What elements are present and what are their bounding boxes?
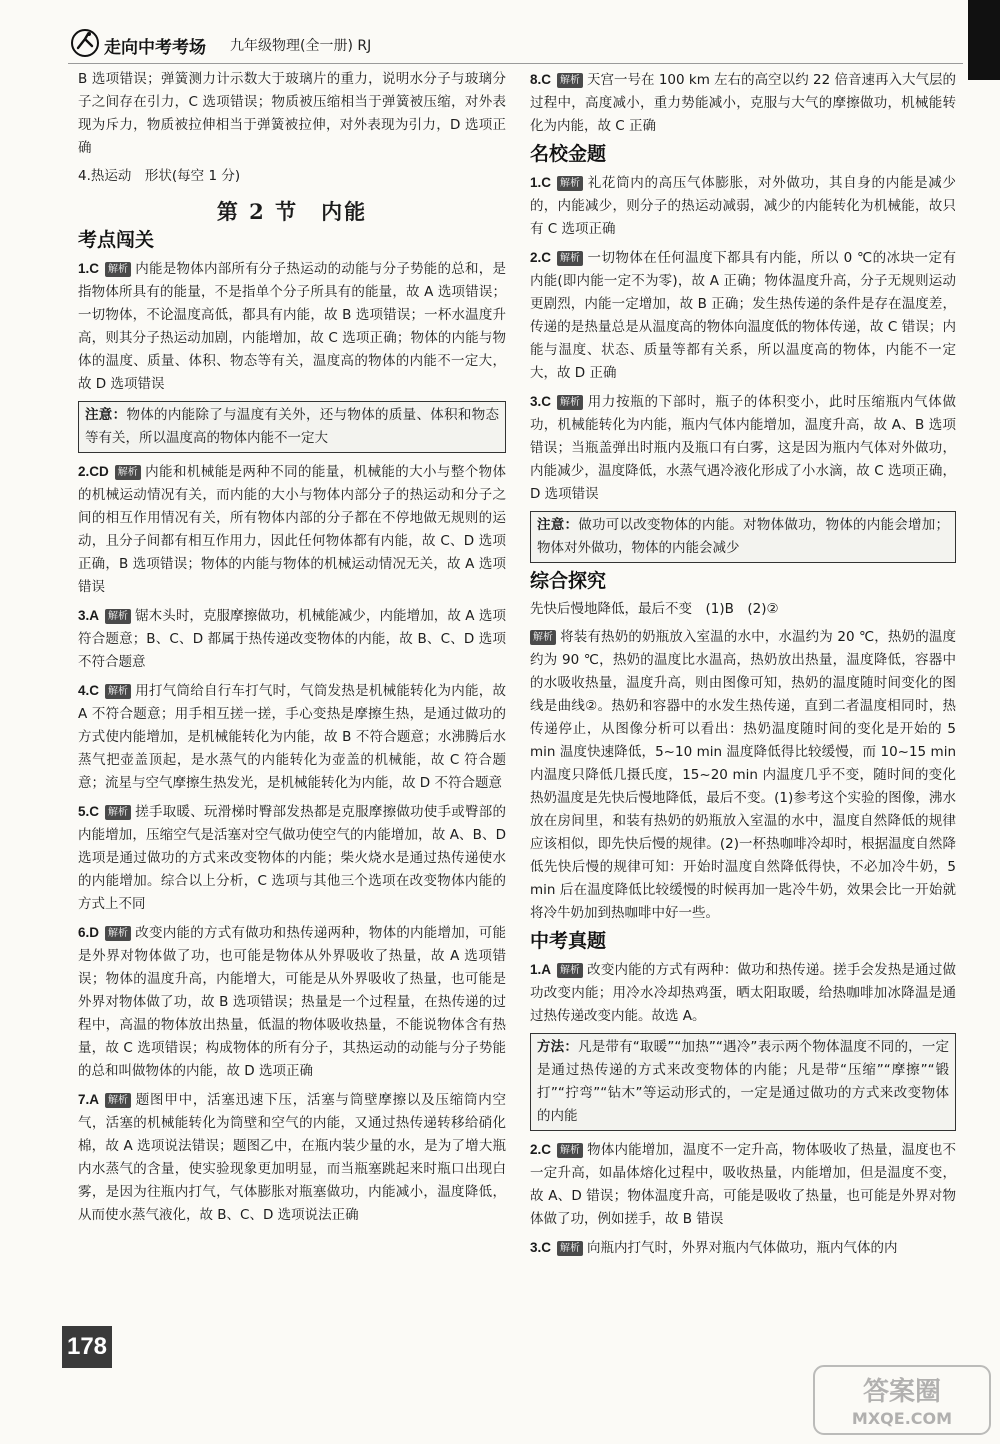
answer-number: 1.C bbox=[530, 175, 552, 190]
answer-text: 题图甲中，活塞迅速下压，活塞与筒壁摩擦以及压缩筒内空气，活塞的机械能转化为筒壁和空气的内能，又通过热传递转移给硝化棉，故 A 选项说法错误；题图乙中，在瓶内装少量的水，是为了增大瓶内水蒸气的含量，使实验现象更加明显，而当瓶塞跳起来时瓶口出现白雾，是因为往瓶内打气，气体膨胀对瓶塞做功，内能减小，温度降低，从而使水蒸气液化，故 B、C、D 选项说法正确 bbox=[78, 1092, 506, 1223]
answer-item bbox=[530, 68, 956, 138]
note-text: 物体的内能除了与温度有关外，还与物体的质量、体积和物态等有关，所以温度高的物体内能不一定大 bbox=[85, 407, 500, 446]
analysis-tag: 解析 bbox=[557, 1143, 583, 1158]
svg-text:MXQE.COM: MXQE.COM bbox=[851, 1409, 953, 1428]
left-column bbox=[78, 68, 506, 1232]
answer-number: 1.A bbox=[530, 962, 552, 977]
page-header bbox=[70, 28, 950, 60]
note-text: 做功可以改变物体的内能。对物体做功，物体的内能会增加；物体对外做功，物体的内能会减少 bbox=[537, 517, 950, 556]
analysis-tag: 解析 bbox=[105, 805, 131, 820]
header-divider bbox=[68, 63, 963, 64]
answer-item bbox=[530, 246, 956, 385]
method-text: 凡是带有“取暖”“加热”“遇冷”表示两个物体温度不同的，一定是通过热传递的方式来改变物体的内能；凡是带“压缩”“摩擦”“锻打”“拧弯”“钻木”等运动形式的，一定是通过做功的方式来改变物体的内能 bbox=[537, 1039, 950, 1124]
method-box bbox=[530, 1033, 956, 1131]
answer-number: 2.C bbox=[530, 250, 552, 265]
answer-number: 2.C bbox=[530, 1142, 552, 1157]
answer-item bbox=[530, 1138, 956, 1231]
section-head-zhongkao: 中考真题 bbox=[530, 930, 607, 952]
note-box bbox=[530, 511, 956, 563]
edge-tab bbox=[968, 0, 1000, 80]
continuation-text: B 选项错误；弹簧测力计示数大于玻璃片的重力，说明水分子与玻璃分子之间存在引力，C 选项错误；物质被压缩相当于弹簧被压缩，对外表现为斥力，物质被拉伸相当于弹簧被拉伸，对外表现为引力，D 选项正确 bbox=[78, 71, 506, 156]
runner-logo-icon bbox=[70, 28, 100, 58]
section-head-zonghe: 综合探究 bbox=[530, 570, 607, 592]
answer-item bbox=[78, 921, 506, 1083]
answer-text: 礼花筒内的高压气体膨胀，对外做功，其自身的内能是减少的，内能减少，则分子的热运动减弱，减少的内能转化为机械能，故只有 C 选项正确 bbox=[530, 175, 956, 237]
analysis-tag: 解析 bbox=[557, 73, 583, 88]
section-title: 第 2 节 内能 bbox=[216, 199, 368, 224]
method-label: 方法： bbox=[537, 1039, 579, 1055]
analysis-tag: 解析 bbox=[557, 176, 583, 191]
answer-number: 6.D bbox=[78, 925, 100, 940]
answer-item bbox=[78, 460, 506, 599]
right-column bbox=[530, 68, 956, 1265]
svg-text:答案圈: 答案圈 bbox=[862, 1377, 942, 1407]
answer-text: 改变内能的方式有做功和热传递两种，物体的内能增加，可能是外界对物体做了功，也可能是物体从外界吸收了热量，故 A 选项错误；物体的温度升高，内能增大，可能是从外界吸收了热量，也可能是外界对物体做了功，故 B 选项错误；热量是一个过程量，在热传递的过程中，高温的物体放出热量，低温的物体吸收热量，不能说物体含有热量，故 C 选项错误；构成物体的所有分子，其热运动的动能与分子势能的总和叫做物体的内能，故 D 选项正确 bbox=[78, 925, 506, 1079]
answer-item bbox=[530, 958, 956, 1028]
answer-number: 8.C bbox=[530, 72, 552, 87]
answer-text: 天宫一号在 100 km 左右的高空以约 22 倍音速再入大气层的过程中，高度减小，重力势能减小，克服与大气的摩擦做功，机械能转化为内能，故 C 正确 bbox=[530, 72, 956, 134]
brand-title: 走向中考考场 bbox=[104, 38, 206, 58]
analysis-tag: 解析 bbox=[557, 1241, 583, 1256]
answer-item bbox=[78, 604, 506, 674]
answer-text: 内能和机械能是两种不同的能量，机械能的大小与整个物体的机械运动情况有关，而内能的大小与物体内部分子的热运动和分子之间的相互作用情况有关，所有物体内部的分子都在不停地做无规则的运动，且分子间都有相互作用力，因此任何物体都有内能，故 C、D 选项正确，B 选项错误；物体的内能与物体的机械运动情况无关，故 A 选项错误 bbox=[78, 464, 506, 595]
answer-item bbox=[78, 1088, 506, 1227]
answer-item bbox=[530, 171, 956, 241]
answer-text: 物体内能增加，温度不一定升高，物体吸收了热量，温度也不一定升高，如晶体熔化过程中，吸收热量，内能增加，但是温度不变，故 A、D 错误；物体温度升高，可能是吸收了热量，也可能是外界对物体做了功，例如搓手，故 B 错误 bbox=[530, 1142, 956, 1227]
page-number: 178 bbox=[62, 1326, 112, 1368]
watermark-logo bbox=[812, 1362, 992, 1438]
analysis-tag: 解析 bbox=[557, 251, 583, 266]
answer-number: 3.C bbox=[530, 1240, 552, 1255]
note-label: 注意： bbox=[85, 407, 127, 423]
answer-item bbox=[78, 257, 506, 396]
answer-number: 4.C bbox=[78, 683, 100, 698]
answer-item bbox=[78, 679, 506, 795]
answer-text: 用力按瓶的下部时，瓶子的体积变小，此时压缩瓶内气体做功，机械能转化为内能，瓶内气体内能增加，温度升高，故 A、B 选项错误；当瓶盖弹出时瓶内及瓶口有白雾，这是因为瓶内气体对外做功，内能减少，温度降低，水蒸气遇冷液化形成了小水滴，故 C 选项正确，D 选项错误 bbox=[530, 394, 956, 502]
zonghe-answer: 先快后慢地降低，最后不变 (1)B (2)② bbox=[530, 601, 779, 617]
analysis-tag: 解析 bbox=[557, 963, 583, 978]
section-head-kaodian: 考点闯关 bbox=[78, 229, 155, 251]
analysis-tag: 解析 bbox=[557, 395, 583, 410]
book-subtitle: 九年级物理(全一册) RJ bbox=[230, 38, 372, 54]
answer-text: 一切物体在任何温度下都具有内能，所以 0 ℃的冰块一定有内能(即内能一定不为零)，故 A 正确；物体温度升高，分子无规则运动更剧烈，内能一定增加，故 B 正确；发生热传递的条件是存在温度差，传递的是热量总是从温度高的物体向温度低的物体传递，故 C 错误；内能与温度、状态、质量等都有关系，所以温度高的物体，内能不一定大，故 D 正确 bbox=[530, 250, 956, 381]
analysis-tag: 解析 bbox=[105, 684, 131, 699]
answer-number: 3.A bbox=[78, 608, 100, 623]
analysis-tag: 解析 bbox=[105, 1093, 131, 1108]
answer-text: 将装有热奶的奶瓶放入室温的水中，水温约为 20 ℃，热奶的温度约为 90 ℃，热奶的温度比水温高，热奶放出热量，温度降低，容器中的水吸收热量，温度升高，则由图像可知，热奶的温度随时间变化的图线是曲线②。热奶和容器中的水发生热传递，直到二者温度相同时，热传递停止，从图像分析可以看出：热奶温度随时间的变化是开始的 5 min 温度快速降低，5~10 min 温度降低得比较缓慢，而 10~15 min 内温度只降低几摄氏度，15~20 min 内温度几乎不变，随时间的变化热奶温度是先快后慢地降低，最后不变。(1)参考这个实验的图像，沸水放在房间里，和装有热奶的奶瓶放入室温的水中，温度自然降低的规律应该相似，即先快后慢的规律。(2)一杯热咖啡冷却时，根据温度自然降低先快后慢的规律可知：开始时温度自然降低得快，不必加冷牛奶，5 min 后在温度降低比较缓慢的时候再加一匙冷牛奶，效果会比一开始就将冷牛奶加到热咖啡中好一些。 bbox=[530, 629, 956, 921]
analysis-tag: 解析 bbox=[115, 465, 141, 480]
analysis-tag: 解析 bbox=[530, 630, 556, 645]
answer-text: 锯木头时，克服摩擦做功，机械能减少，内能增加，故 A 选项符合题意；B、C、D 都属于热传递改变物体的内能，故 B、C、D 选项不符合题意 bbox=[78, 608, 506, 670]
answer-number: 5.C bbox=[78, 804, 100, 819]
analysis-tag: 解析 bbox=[105, 262, 131, 277]
note-label: 注意： bbox=[537, 517, 579, 533]
section-head-mingxiao: 名校金题 bbox=[530, 143, 607, 165]
answer-item-4: 4.热运动 形状(每空 1 分) bbox=[78, 168, 241, 184]
answer-item bbox=[78, 800, 506, 916]
analysis-tag: 解析 bbox=[105, 609, 131, 624]
answer-text: 改变内能的方式有两种：做功和热传递。搓手会发热是通过做功改变内能；用冷水冷却热鸡蛋，晒太阳取暖，给热咖啡加冰降温是通过热传递改变内能。故选 A。 bbox=[530, 962, 956, 1024]
answer-number: 1.C bbox=[78, 261, 100, 276]
answer-item bbox=[530, 390, 956, 506]
answer-text: 向瓶内打气时，外界对瓶内气体做功，瓶内气体的内 bbox=[587, 1240, 898, 1256]
answer-number: 7.A bbox=[78, 1092, 100, 1107]
note-box bbox=[78, 401, 506, 453]
answer-text: 搓手取暖、玩滑梯时臀部发热都是克服摩擦做功使手或臀部的内能增加，压缩空气是活塞对空气做功使空气的内能增加，故 A、B、D 选项是通过做功的方式来改变物体的内能；柴火烧水是通过热传递使水的内能增加。综合以上分析，C 选项与其他三个选项在改变物体内能的方式上不同 bbox=[78, 804, 506, 912]
answer-number: 3.C bbox=[530, 394, 552, 409]
answer-text: 内能是物体内部所有分子热运动的动能与分子势能的总和，是指物体所具有的能量，不是指单个分子所具有的能量，故 A 选项错误；一切物体，不论温度高低，都具有内能，故 B 选项错误；一杯水温度升高，则其分子热运动加剧，内能增加，故 C 选项正确；物体的内能与物体的温度、质量、体积、物态等有关，温度高的物体的内能不一定大，故 D 选项错误 bbox=[78, 261, 506, 392]
answer-text: 用打气筒给自行车打气时，气筒发热是机械能转化为内能，故 A 不符合题意；用手相互搓一搓，手心变热是摩擦生热，是通过做功的方式使内能增加，是机械能转化为内能，故 B 不符合题意；水沸腾后水蒸气把壶盖顶起，是水蒸气的内能转化为壶盖的机械能，故 C 符合题意；流星与空气摩擦生热发光，是机械能转化为内能，故 D 不符合题意 bbox=[78, 683, 506, 791]
answer-item bbox=[530, 1236, 956, 1260]
zonghe-analysis bbox=[530, 626, 956, 925]
answer-number: 2.CD bbox=[78, 464, 109, 479]
analysis-tag: 解析 bbox=[105, 926, 131, 941]
